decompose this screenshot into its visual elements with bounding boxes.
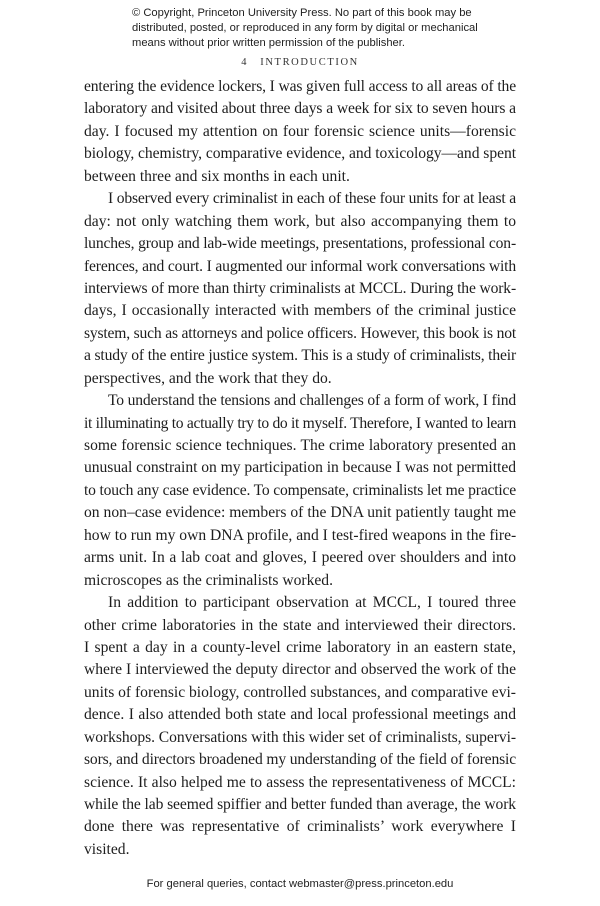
text-line: science. It also helped me to assess the representativeness of MCCL: [84,773,516,791]
text-line: it illuminating to actually try to do it myself. Therefore, I wanted to learn [84,414,516,432]
text-line: on non–case evidence: members of the DNA unit patiently taught me [84,504,516,522]
text-line: interviews of more than thirty criminalists at MCCL. During the work- [84,279,516,297]
section-title: INTRODUCTION [260,57,359,68]
copyright-line: distributed, posted, or reproduced in any form by digital or mechanical [132,22,478,34]
text-line: sors, and directors broadened my understanding of the field of forensic [84,751,516,769]
copyright-line: © Copyright, Princeton University Press. No part of this book may be [132,7,472,19]
text-line: between three and six months in each unit. [84,167,350,185]
text-line: system, such as attorneys and police officers. However, this book is not [84,324,516,342]
running-head [0,57,600,68]
text-line: to touch any case evidence. To compensate, criminalists let me practice [84,481,516,499]
text-line: workshops. Conversations with this wider set of criminalists, supervi- [84,728,516,746]
text-line: laboratory and visited about three days a week for six to seven hours a [84,100,516,118]
page-number: 4 [241,57,249,68]
text-line: while the lab seemed spiffier and better funded than average, the work [84,796,516,813]
copyright-line: means without prior written permission of the publisher. [132,37,405,49]
text-line: days, I occasionally interacted with members of the criminal justice [84,302,516,320]
text-line: I spent a day in a county-level crime laboratory in an eastern state, [84,638,516,656]
footer-contact: For general queries, contact webmaster@press.princeton.edu [146,878,454,890]
text-line: lunches, group and lab-wide meetings, presentations, professional con- [84,235,516,253]
text-line: dence. I also attended both state and local professional meetings and [84,706,516,724]
text-line: how to run my own DNA profile, and I test-fired weapons in the fire- [84,526,517,544]
text-line: I observed every criminalist in each of these four units for at least a [108,190,516,208]
text-line: day: not only watching them work, but also accompanying them to [84,212,516,230]
text-line: perspectives, and the work that they do. [84,369,332,387]
text-line: visited. [84,840,130,858]
text-line: ferences, and court. I augmented our informal work conversations with [84,257,516,275]
text-line: biology, chemistry, comparative evidence, and toxicology—and spent [84,145,516,163]
text-line: done there was representative of criminalists’ work everywhere I [84,818,516,836]
text-line: units of forensic biology, controlled substances, and comparative evi- [84,683,516,701]
text-line: unusual constraint on my participation in because I was not permitted [84,459,516,477]
text-line: other crime laboratories in the state and interviewed their directors. [84,616,516,634]
body-text [84,76,516,861]
text-line: where I interviewed the deputy director and observed the work of the [84,661,516,679]
text-line: In addition to participant observation at MCCL, I toured three [108,594,516,612]
text-line: day. I focused my attention on four forensic science units—forensic [84,122,516,140]
text-line: a study of the entire justice system. This is a study of criminalists, their [84,347,516,365]
copyright-notice [132,6,478,51]
text-line: microscopes as the criminalists worked. [84,571,334,589]
text-line: entering the evidence lockers, I was given full access to all areas of the [84,78,516,95]
text-line: some forensic science techniques. The crime laboratory presented an [84,437,516,454]
text-line: arms unit. In a lab coat and gloves, I peered over shoulders and into [84,549,516,567]
text-line: To understand the tensions and challenges of a form of work, I find [108,392,516,410]
